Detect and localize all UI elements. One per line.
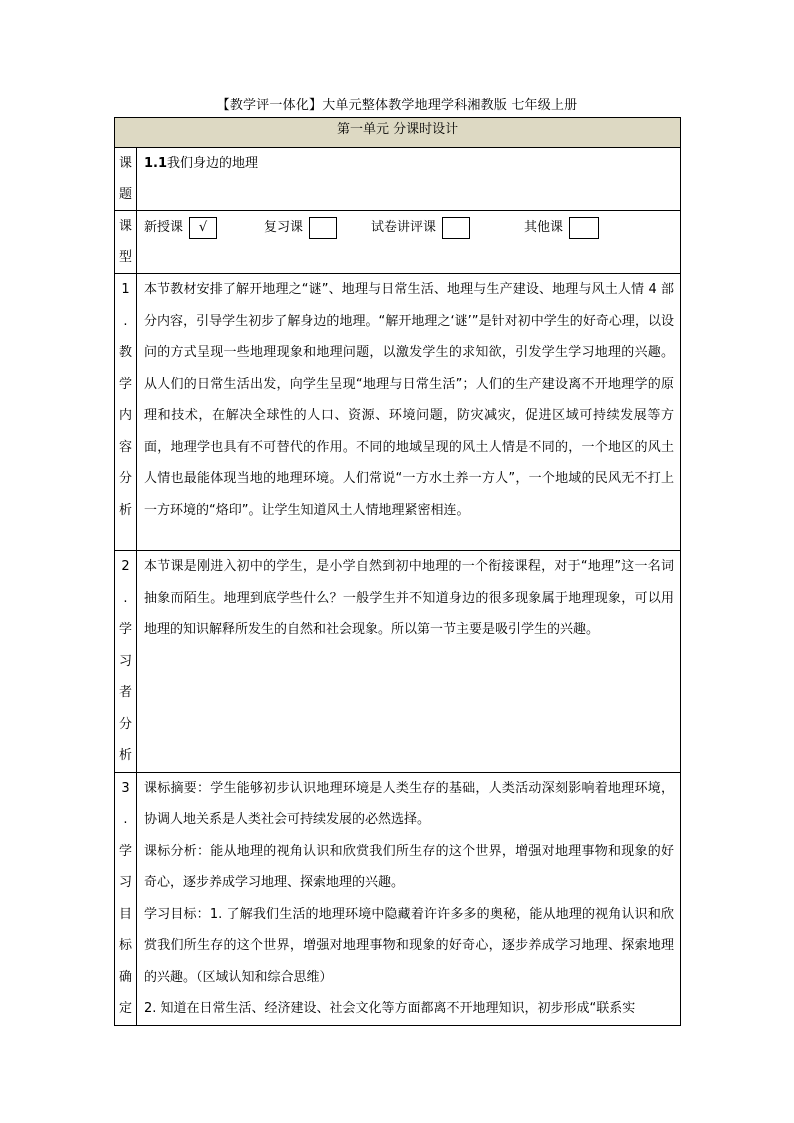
topic-row [115, 148, 681, 211]
learner-analysis-text: 本节课是刚进入初中的学生，是小学自然到初中地理的一个衔接课程，对于“地理”这一名词抽象而陌生。地理到底学些什么？一般学生并不知道身边的很多现象属于地理现象，可以用地理的知识解释所发生的自然和社会现象。所以第一节主要是吸引学生的兴趣。 [144, 559, 675, 637]
learner-analysis-label: 2 . 学 习 者 分 析 [115, 551, 137, 773]
other-lesson-checkbox[interactable] [569, 217, 599, 239]
learning-goals-cell [137, 772, 681, 1025]
unit-header-row [115, 118, 681, 148]
option-new-lesson: 新授课 √ [144, 212, 264, 244]
learner-analysis-cell [137, 551, 681, 773]
unit-header: 第一单元 分课时设计 [115, 118, 681, 148]
curriculum-summary: 课标摘要：学生能够初步认识地理环境是人类生存的基础，人类活动深刻影响着地理环境，协调人地关系是人类社会可持续发展的必然选择。 [144, 780, 675, 827]
option-exam-review-lesson: 试卷讲评课 [371, 212, 524, 244]
content-analysis-row [115, 274, 681, 551]
lesson-type-row [115, 211, 681, 274]
topic-number: 1.1 [144, 156, 168, 171]
learning-goals-row [115, 772, 681, 1025]
content-analysis-label: 1 . 教 学 内 容 分 析 [115, 274, 137, 551]
topic-cell [137, 148, 681, 211]
option-review-lesson: 复习课 [264, 212, 371, 244]
option-other-lesson: 其他课 [524, 212, 599, 244]
document-title: 【教学评一体化】大单元整体教学地理学科湘教版 七年级上册 [216, 98, 578, 113]
lesson-type-label: 课 型 [115, 211, 137, 274]
content-analysis-cell [137, 274, 681, 551]
topic-label: 课 题 [115, 148, 137, 211]
review-lesson-checkbox[interactable] [309, 217, 337, 239]
new-lesson-checkbox[interactable]: √ [189, 217, 217, 239]
topic-title: 我们身边的地理 [167, 156, 259, 171]
exam-review-lesson-checkbox[interactable] [442, 217, 470, 239]
lesson-type-cell [137, 211, 681, 274]
learning-goal-2: 2. 知道在日常生活、经济建设、社会文化等方面都离不开地理知识，初步形成“联系实 [144, 1001, 636, 1016]
lesson-plan-table [114, 117, 681, 1026]
learner-analysis-row [115, 551, 681, 773]
content-analysis-text: 本节教材安排了解开地理之“谜”、地理与日常生活、地理与生产建设、地理与风土人情 4 部分内容，引导学生初步了解身边的地理。“解开地理之‘谜’”是针对初中学生的好奇心理，以设问的方式呈现一些地理现象和地理问题，以激发学生的求知欲，引发学生学习地理的兴趣。从人们的日常生活出发，向学生呈现“地理与日常生活”；人们的生产建设离不开地理学的原理和技术，在解决全球性的人口、资源、环境问题，防灾减灾，促进区域可持续发展等方面，地理学也具有不可替代的作用。不同的地域呈现的风土人情是不同的，一个地区的风土人情也最能体现当地的地理环境。人们常说“一方水土养一方人”，一个地域的民风无不打上一方环境的“烙印”。让学生知道风土人情地理紧密相连。 [144, 282, 675, 518]
learning-goal-1: 学习目标：1. 了解我们生活的地理环境中隐藏着许许多多的奥秘，能从地理的视角认识和欣赏我们所生存的这个世界，增强对地理事物和现象的好奇心，逐步养成学习地理、探索地理的兴趣。（区域认知和综合思维） [144, 906, 675, 985]
learning-goals-label: 3 . 学 习 目 标 确 定 [115, 772, 137, 1025]
curriculum-analysis: 课标分析：能从地理的视角认识和欣赏我们所生存的这个世界，增强对地理事物和现象的好奇心，逐步养成学习地理、探索地理的兴趣。 [144, 843, 675, 890]
